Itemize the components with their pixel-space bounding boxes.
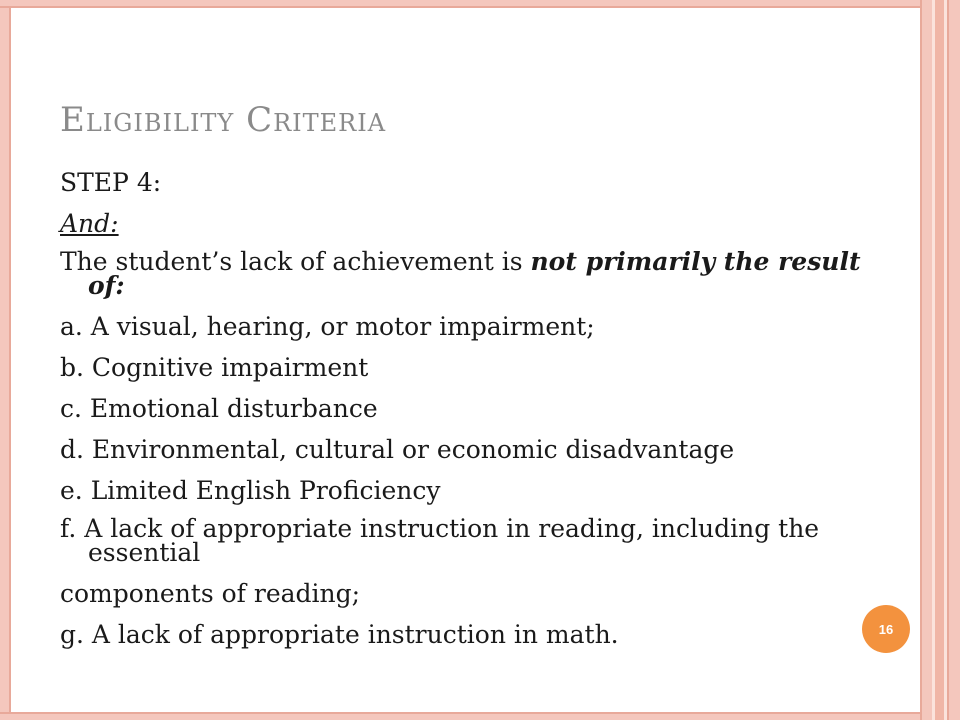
slide-frame-bottom: [0, 712, 920, 720]
right-stripe: [947, 0, 960, 720]
criterion-item: g. A lack of appropriate instruction in math.: [60, 620, 619, 649]
page-number-badge: [862, 605, 910, 653]
slide-frame-left: [0, 0, 11, 720]
criterion-item: b. Cognitive impairment: [60, 353, 369, 382]
criterion-item: components of reading;: [60, 579, 361, 608]
criterion-item: d. Environmental, cultural or economic disadvantage: [60, 435, 735, 464]
right-stripe: [935, 0, 944, 720]
slide-frame-top: [0, 0, 920, 8]
intro-line: [60, 247, 890, 300]
intro-text: The student’s lack of achievement is: [60, 247, 531, 276]
page-number: 16: [878, 621, 894, 637]
and-label-line: [60, 209, 890, 239]
criterion-item: a. A visual, hearing, or motor impairment;: [60, 312, 595, 341]
and-label: And:: [60, 209, 119, 238]
slide-body: [60, 168, 890, 661]
slide-title: Eligibility Criteria: [60, 100, 387, 140]
right-stripe: [920, 0, 932, 720]
criterion-item: e. Limited English Proficiency: [60, 476, 441, 505]
criterion-item: f. A lack of appropriate instruction in reading, including the essential: [60, 514, 820, 567]
step-label: STEP 4:: [60, 168, 162, 197]
criterion-item: c. Emotional disturbance: [60, 394, 378, 423]
intro-emphasis: not primarily the result of:: [88, 247, 861, 300]
